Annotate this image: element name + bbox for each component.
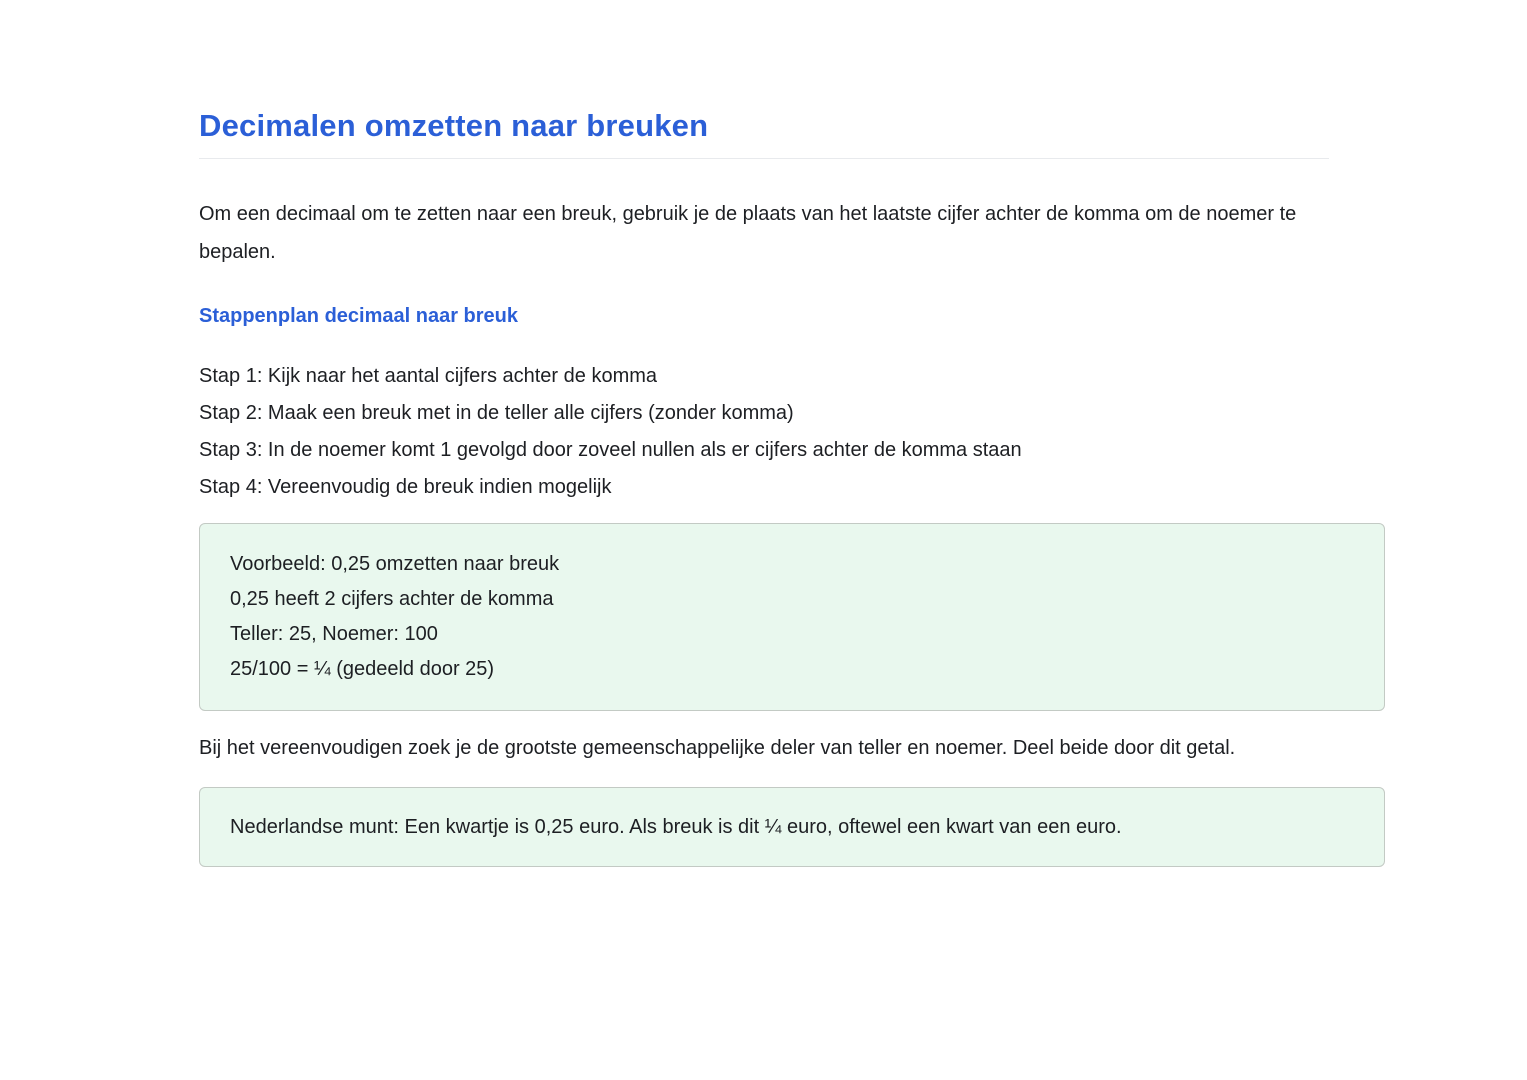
- section-heading: Stappenplan decimaal naar breuk: [199, 305, 518, 327]
- step-item-2: Stap 2: Maak een breuk met in de teller alle cijfers (zonder komma): [199, 402, 794, 424]
- content-area: [199, 0, 1385, 867]
- steps-list: [199, 358, 1385, 506]
- example-line-3: Teller: 25, Noemer: 100: [230, 623, 438, 645]
- intro-paragraph: Om een decimaal om te zetten naar een breuk, gebruik je de plaats van het laatste cijfer achter de komma om de noemer te bepalen.: [199, 203, 1297, 263]
- title-divider: [199, 158, 1329, 159]
- example-line-4: 25/100 = ¼ (gedeeld door 25): [230, 658, 495, 680]
- example-line-2: 0,25 heeft 2 cijfers achter de komma: [230, 588, 554, 610]
- note-text: Nederlandse munt: Een kwartje is 0,25 euro. Als breuk is dit ¼ euro, oftewel een kwart van een euro.: [230, 816, 1122, 838]
- page-title: Decimalen omzetten naar breuken: [199, 108, 709, 143]
- example-box: [199, 523, 1385, 711]
- simplify-paragraph: Bij het vereenvoudigen zoek je de grootste gemeenschappelijke deler van teller en noemer. Deel beide door dit getal.: [199, 737, 1236, 759]
- step-item-1: Stap 1: Kijk naar het aantal cijfers achter de komma: [199, 365, 658, 387]
- step-item-3: Stap 3: In de noemer komt 1 gevolgd door zoveel nullen als er cijfers achter de komma staan: [199, 439, 1022, 461]
- example-line-1: Voorbeeld: 0,25 omzetten naar breuk: [230, 553, 560, 575]
- step-item-4: Stap 4: Vereenvoudig de breuk indien mogelijk: [199, 476, 612, 498]
- note-box: [199, 787, 1385, 867]
